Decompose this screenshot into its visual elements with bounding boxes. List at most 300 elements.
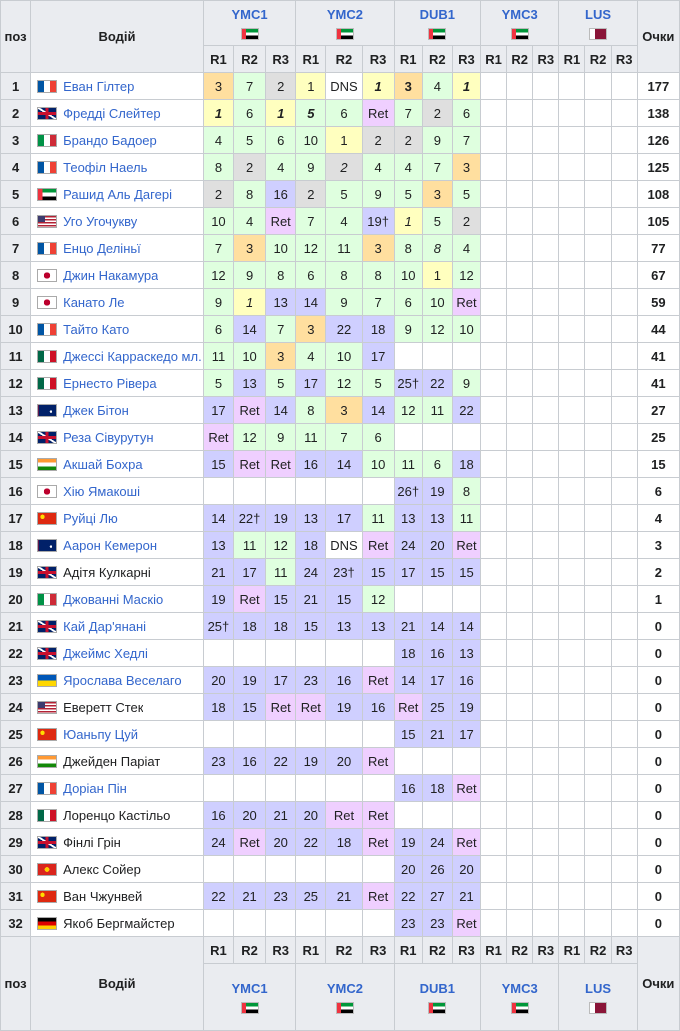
driver-name[interactable]: Рашид Аль Дагері bbox=[63, 186, 172, 202]
result-cell bbox=[452, 748, 480, 775]
driver-cell[interactable] bbox=[31, 73, 204, 100]
result-cell: 5 bbox=[362, 370, 394, 397]
event-footer[interactable] bbox=[394, 964, 480, 1031]
round-header: R1 bbox=[559, 937, 585, 964]
driver-cell[interactable] bbox=[31, 613, 204, 640]
result-cell: 13 bbox=[452, 640, 480, 667]
result-cell bbox=[611, 667, 637, 694]
result-cell: 17 bbox=[234, 559, 266, 586]
qatar-flag-icon bbox=[589, 1002, 607, 1014]
result-cell bbox=[611, 289, 637, 316]
event-name[interactable]: YMC2 bbox=[326, 980, 364, 996]
driver-cell[interactable] bbox=[31, 667, 204, 694]
event-header[interactable] bbox=[203, 1, 295, 46]
position-cell: 23 bbox=[1, 667, 31, 694]
result-cell bbox=[585, 127, 611, 154]
result-cell: 2 bbox=[234, 154, 266, 181]
table-row bbox=[1, 856, 680, 883]
result-cell: 9 bbox=[452, 370, 480, 397]
result-cell: 17 bbox=[452, 721, 480, 748]
result-cell bbox=[559, 802, 585, 829]
driver-cell[interactable] bbox=[31, 127, 204, 154]
driver-name[interactable]: Уго Угочукву bbox=[63, 213, 138, 229]
result-cell bbox=[533, 289, 559, 316]
result-cell bbox=[507, 127, 533, 154]
driver-cell[interactable] bbox=[31, 154, 204, 181]
result-cell bbox=[362, 478, 394, 505]
result-cell: 26 bbox=[422, 856, 452, 883]
result-cell: 8 bbox=[296, 397, 326, 424]
round-header: R3 bbox=[452, 46, 480, 73]
result-cell bbox=[611, 883, 637, 910]
result-cell: 16 bbox=[203, 802, 233, 829]
round-header: R2 bbox=[507, 46, 533, 73]
result-cell bbox=[481, 127, 507, 154]
ukraine-flag-icon bbox=[37, 674, 57, 687]
result-cell bbox=[362, 775, 394, 802]
event-name[interactable]: YMC3 bbox=[501, 6, 538, 22]
result-cell: Ret bbox=[203, 424, 233, 451]
result-cell bbox=[362, 721, 394, 748]
driver-name[interactable]: Юаньпу Цуй bbox=[63, 726, 138, 742]
result-cell: 10 bbox=[452, 316, 480, 343]
result-cell: 6 bbox=[234, 100, 266, 127]
round-header: R1 bbox=[394, 937, 422, 964]
round-header: R1 bbox=[559, 46, 585, 73]
round-header: R2 bbox=[326, 937, 362, 964]
result-cell bbox=[481, 181, 507, 208]
result-cell bbox=[507, 775, 533, 802]
driver-header: Водій bbox=[31, 1, 204, 73]
position-cell: 24 bbox=[1, 694, 31, 721]
table-row bbox=[1, 370, 680, 397]
position-cell: 28 bbox=[1, 802, 31, 829]
driver-cell[interactable] bbox=[31, 370, 204, 397]
result-cell: DNS bbox=[326, 73, 362, 100]
points-cell: 0 bbox=[637, 829, 679, 856]
result-cell: 17 bbox=[326, 505, 362, 532]
event-footer[interactable] bbox=[481, 964, 559, 1031]
result-cell bbox=[507, 100, 533, 127]
points-cell: 125 bbox=[637, 154, 679, 181]
result-cell bbox=[296, 478, 326, 505]
result-cell: 20 bbox=[422, 532, 452, 559]
round-header: R1 bbox=[296, 46, 326, 73]
result-cell bbox=[533, 694, 559, 721]
driver-name[interactable]: Джин Накамура bbox=[63, 267, 159, 283]
result-cell: 18 bbox=[452, 451, 480, 478]
result-cell: 11 bbox=[362, 505, 394, 532]
result-cell bbox=[533, 154, 559, 181]
result-cell bbox=[507, 208, 533, 235]
result-cell bbox=[533, 127, 559, 154]
driver-cell[interactable] bbox=[31, 100, 204, 127]
result-cell bbox=[394, 586, 422, 613]
driver-name[interactable]: Джек Бітон bbox=[63, 402, 129, 418]
position-cell: 20 bbox=[1, 586, 31, 613]
result-cell bbox=[533, 640, 559, 667]
table-row bbox=[1, 559, 680, 586]
result-cell: 12 bbox=[234, 424, 266, 451]
result-cell bbox=[585, 370, 611, 397]
result-cell bbox=[507, 316, 533, 343]
driver-cell bbox=[31, 802, 204, 829]
footer-row-rounds bbox=[1, 937, 680, 964]
table-row bbox=[1, 289, 680, 316]
uk-flag-icon bbox=[37, 647, 57, 660]
result-cell: 8 bbox=[234, 181, 266, 208]
result-cell bbox=[533, 586, 559, 613]
result-cell bbox=[481, 451, 507, 478]
result-cell bbox=[507, 640, 533, 667]
driver-cell[interactable] bbox=[31, 262, 204, 289]
result-cell bbox=[611, 694, 637, 721]
result-cell bbox=[559, 262, 585, 289]
result-cell: 15 bbox=[362, 559, 394, 586]
result-cell: 6 bbox=[203, 316, 233, 343]
points-cell: 108 bbox=[637, 181, 679, 208]
driver-name: Адітя Кулкарні bbox=[63, 564, 151, 580]
event-header[interactable] bbox=[296, 1, 394, 46]
position-cell: 13 bbox=[1, 397, 31, 424]
result-cell: 15 bbox=[296, 613, 326, 640]
table-row bbox=[1, 424, 680, 451]
result-cell bbox=[533, 829, 559, 856]
position-cell: 29 bbox=[1, 829, 31, 856]
driver-name[interactable]: Джеймс Хедлі bbox=[63, 645, 148, 661]
event-name[interactable]: LUS bbox=[585, 980, 612, 996]
points-cell: 6 bbox=[637, 478, 679, 505]
result-cell bbox=[507, 154, 533, 181]
result-cell bbox=[481, 802, 507, 829]
event-name[interactable]: YMC1 bbox=[231, 980, 268, 996]
italy-flag-icon bbox=[37, 134, 57, 147]
result-cell bbox=[559, 883, 585, 910]
points-cell: 77 bbox=[637, 235, 679, 262]
result-cell: Ret bbox=[234, 829, 266, 856]
driver-cell[interactable] bbox=[31, 586, 204, 613]
result-cell bbox=[585, 424, 611, 451]
result-cell bbox=[559, 154, 585, 181]
mexico-flag-icon bbox=[37, 809, 57, 822]
result-cell bbox=[585, 586, 611, 613]
result-cell: 17 bbox=[362, 343, 394, 370]
result-cell: 9 bbox=[266, 424, 296, 451]
result-cell bbox=[296, 910, 326, 937]
result-cell: 2 bbox=[266, 73, 296, 100]
result-cell bbox=[203, 478, 233, 505]
round-header: R3 bbox=[452, 937, 480, 964]
qatar-flag-icon bbox=[589, 28, 607, 40]
australia-flag-icon bbox=[37, 404, 57, 417]
uk-flag-icon bbox=[37, 107, 57, 120]
result-cell bbox=[585, 505, 611, 532]
uae-flag-icon bbox=[511, 1002, 529, 1014]
result-cell bbox=[234, 640, 266, 667]
driver-name[interactable]: Канато Ле bbox=[63, 294, 125, 310]
result-cell: 1 bbox=[362, 73, 394, 100]
event-footer[interactable] bbox=[559, 964, 637, 1031]
result-cell bbox=[266, 640, 296, 667]
result-cell: 13 bbox=[326, 613, 362, 640]
driver-cell[interactable] bbox=[31, 775, 204, 802]
result-cell: 19 bbox=[452, 694, 480, 721]
result-cell: 22 bbox=[296, 829, 326, 856]
result-cell: 9 bbox=[394, 316, 422, 343]
driver-name[interactable]: Енцо Деліньї bbox=[63, 240, 141, 256]
points-cell: 41 bbox=[637, 370, 679, 397]
table-row bbox=[1, 262, 680, 289]
result-cell: 7 bbox=[234, 73, 266, 100]
position-cell: 3 bbox=[1, 127, 31, 154]
table-row bbox=[1, 127, 680, 154]
result-cell: 14 bbox=[362, 397, 394, 424]
table-row bbox=[1, 505, 680, 532]
result-cell: 1 bbox=[234, 289, 266, 316]
event-footer[interactable] bbox=[203, 964, 295, 1031]
result-cell bbox=[422, 586, 452, 613]
result-cell bbox=[266, 910, 296, 937]
result-cell: 15 bbox=[326, 586, 362, 613]
driver-cell[interactable] bbox=[31, 478, 204, 505]
result-cell: 20 bbox=[326, 748, 362, 775]
driver-cell[interactable] bbox=[31, 289, 204, 316]
driver-name[interactable]: Брандо Бадоер bbox=[63, 132, 157, 148]
result-cell bbox=[507, 235, 533, 262]
result-cell: Ret bbox=[452, 289, 480, 316]
result-cell: 16 bbox=[326, 667, 362, 694]
result-cell: 5 bbox=[296, 100, 326, 127]
china-flag-icon bbox=[37, 512, 57, 525]
result-cell bbox=[266, 775, 296, 802]
result-cell bbox=[559, 181, 585, 208]
result-cell: 17 bbox=[266, 667, 296, 694]
uae-flag-icon bbox=[336, 1002, 354, 1014]
result-cell bbox=[533, 910, 559, 937]
driver-cell[interactable] bbox=[31, 424, 204, 451]
table-row bbox=[1, 910, 680, 937]
result-cell: 18 bbox=[296, 532, 326, 559]
position-cell: 6 bbox=[1, 208, 31, 235]
result-cell: 11 bbox=[422, 397, 452, 424]
result-cell: 11 bbox=[203, 343, 233, 370]
points-cell: 0 bbox=[637, 721, 679, 748]
china-flag-icon bbox=[37, 890, 57, 903]
result-cell bbox=[533, 316, 559, 343]
driver-name[interactable]: Теофіл Наель bbox=[63, 159, 148, 175]
result-cell bbox=[481, 235, 507, 262]
result-cell bbox=[559, 451, 585, 478]
position-cell: 5 bbox=[1, 181, 31, 208]
driver-cell[interactable] bbox=[31, 343, 204, 370]
result-cell: 4 bbox=[266, 154, 296, 181]
driver-name[interactable]: Хію Ямакоші bbox=[63, 483, 140, 499]
result-cell: 15 bbox=[234, 694, 266, 721]
result-cell: 18 bbox=[234, 613, 266, 640]
result-cell: 3 bbox=[326, 397, 362, 424]
position-cell: 14 bbox=[1, 424, 31, 451]
position-cell: 25 bbox=[1, 721, 31, 748]
driver-cell[interactable] bbox=[31, 505, 204, 532]
driver-name[interactable]: Доріан Пін bbox=[63, 780, 127, 796]
result-cell: 3 bbox=[452, 154, 480, 181]
position-cell: 26 bbox=[1, 748, 31, 775]
driver-cell[interactable] bbox=[31, 721, 204, 748]
round-header: R2 bbox=[585, 46, 611, 73]
driver-cell[interactable] bbox=[31, 532, 204, 559]
event-name[interactable]: LUS bbox=[585, 6, 612, 22]
result-cell: 10 bbox=[203, 208, 233, 235]
result-cell bbox=[559, 397, 585, 424]
result-cell: 13 bbox=[296, 505, 326, 532]
event-name[interactable]: DUB1 bbox=[419, 980, 456, 996]
driver-name[interactable]: Кай Дар'янані bbox=[63, 618, 147, 634]
result-cell: 18 bbox=[394, 640, 422, 667]
result-cell bbox=[507, 802, 533, 829]
result-cell bbox=[611, 802, 637, 829]
usa-flag-icon bbox=[37, 701, 57, 714]
result-cell: 10 bbox=[362, 451, 394, 478]
result-cell bbox=[559, 559, 585, 586]
table-row bbox=[1, 208, 680, 235]
result-cell bbox=[507, 397, 533, 424]
result-cell bbox=[452, 802, 480, 829]
round-header: R2 bbox=[422, 937, 452, 964]
driver-cell bbox=[31, 559, 204, 586]
result-cell: 21 bbox=[326, 883, 362, 910]
round-header: R1 bbox=[394, 46, 422, 73]
result-cell: 6 bbox=[296, 262, 326, 289]
result-cell: 15 bbox=[203, 451, 233, 478]
driver-name[interactable]: Еван Гілтер bbox=[63, 78, 135, 94]
france-flag-icon bbox=[37, 782, 57, 795]
event-name[interactable]: YMC2 bbox=[326, 6, 364, 22]
event-header[interactable] bbox=[559, 1, 637, 46]
uae-flag-icon bbox=[241, 1002, 259, 1014]
event-header[interactable] bbox=[481, 1, 559, 46]
driver-cell[interactable] bbox=[31, 181, 204, 208]
result-cell bbox=[611, 181, 637, 208]
position-cell: 32 bbox=[1, 910, 31, 937]
result-cell: 6 bbox=[362, 424, 394, 451]
result-cell: 10 bbox=[422, 289, 452, 316]
result-cell bbox=[585, 721, 611, 748]
driver-name[interactable]: Фредді Слейтер bbox=[63, 105, 161, 121]
result-cell: 16 bbox=[452, 667, 480, 694]
event-name[interactable]: YMC3 bbox=[501, 980, 538, 996]
result-cell bbox=[326, 721, 362, 748]
result-cell bbox=[326, 775, 362, 802]
result-cell: 23 bbox=[296, 667, 326, 694]
result-cell: 20 bbox=[452, 856, 480, 883]
result-cell bbox=[533, 613, 559, 640]
driver-cell[interactable] bbox=[31, 316, 204, 343]
result-cell: Ret bbox=[362, 883, 394, 910]
driver-name[interactable]: Джованні Маскіо bbox=[63, 591, 164, 607]
result-cell bbox=[533, 721, 559, 748]
position-cell: 22 bbox=[1, 640, 31, 667]
driver-name[interactable]: Тайто Като bbox=[63, 321, 130, 337]
result-cell bbox=[585, 289, 611, 316]
result-cell bbox=[585, 532, 611, 559]
result-cell: 26† bbox=[394, 478, 422, 505]
driver-name[interactable]: Реза Сівурутун bbox=[63, 429, 154, 445]
driver-name[interactable]: Акшай Бохра bbox=[63, 456, 143, 472]
uae-flag-icon bbox=[428, 28, 446, 40]
result-cell: 1 bbox=[452, 73, 480, 100]
driver-name[interactable]: Руйці Лю bbox=[63, 510, 118, 526]
result-cell: 2 bbox=[422, 100, 452, 127]
result-cell: 23 bbox=[266, 883, 296, 910]
driver-name[interactable]: Джессі Карраскедо мл. bbox=[63, 348, 202, 364]
result-cell: 11 bbox=[452, 505, 480, 532]
result-cell: 12 bbox=[394, 397, 422, 424]
table-row bbox=[1, 829, 680, 856]
result-cell: 17 bbox=[422, 667, 452, 694]
driver-cell bbox=[31, 748, 204, 775]
event-name[interactable]: DUB1 bbox=[419, 6, 456, 22]
round-header: R1 bbox=[481, 937, 507, 964]
result-cell bbox=[533, 235, 559, 262]
japan-flag-icon bbox=[37, 269, 57, 282]
driver-cell[interactable] bbox=[31, 451, 204, 478]
position-cell: 8 bbox=[1, 262, 31, 289]
result-cell bbox=[452, 343, 480, 370]
result-cell bbox=[481, 343, 507, 370]
result-cell bbox=[507, 262, 533, 289]
driver-name[interactable]: Аарон Кемерон bbox=[63, 537, 158, 553]
position-cell: 30 bbox=[1, 856, 31, 883]
result-cell bbox=[611, 640, 637, 667]
result-cell bbox=[507, 856, 533, 883]
result-cell: 11 bbox=[234, 532, 266, 559]
result-cell bbox=[533, 883, 559, 910]
position-cell: 15 bbox=[1, 451, 31, 478]
driver-cell[interactable] bbox=[31, 235, 204, 262]
result-cell bbox=[422, 802, 452, 829]
table-row bbox=[1, 532, 680, 559]
result-cell: 22 bbox=[452, 397, 480, 424]
round-header: R2 bbox=[585, 937, 611, 964]
result-cell: 20 bbox=[296, 802, 326, 829]
result-cell: 19 bbox=[203, 586, 233, 613]
driver-cell[interactable] bbox=[31, 208, 204, 235]
result-cell: Ret bbox=[362, 100, 394, 127]
result-cell bbox=[585, 856, 611, 883]
result-cell bbox=[422, 343, 452, 370]
event-name[interactable]: YMC1 bbox=[231, 6, 268, 22]
driver-name[interactable]: Ернесто Рівера bbox=[63, 375, 157, 391]
driver-cell[interactable] bbox=[31, 640, 204, 667]
result-cell: 24 bbox=[203, 829, 233, 856]
result-cell bbox=[533, 775, 559, 802]
result-cell: 13 bbox=[422, 505, 452, 532]
result-cell: 9 bbox=[296, 154, 326, 181]
result-cell bbox=[533, 262, 559, 289]
result-cell bbox=[326, 640, 362, 667]
result-cell: 14 bbox=[394, 667, 422, 694]
uae-flag-icon bbox=[241, 28, 259, 40]
driver-name[interactable]: Ярослава Веселаго bbox=[63, 672, 182, 688]
result-cell: 18 bbox=[362, 316, 394, 343]
event-header[interactable] bbox=[394, 1, 480, 46]
result-cell: 1 bbox=[203, 100, 233, 127]
driver-cell[interactable] bbox=[31, 397, 204, 424]
result-cell bbox=[481, 100, 507, 127]
position-cell: 16 bbox=[1, 478, 31, 505]
event-footer[interactable] bbox=[296, 964, 394, 1031]
result-cell: 14 bbox=[452, 613, 480, 640]
